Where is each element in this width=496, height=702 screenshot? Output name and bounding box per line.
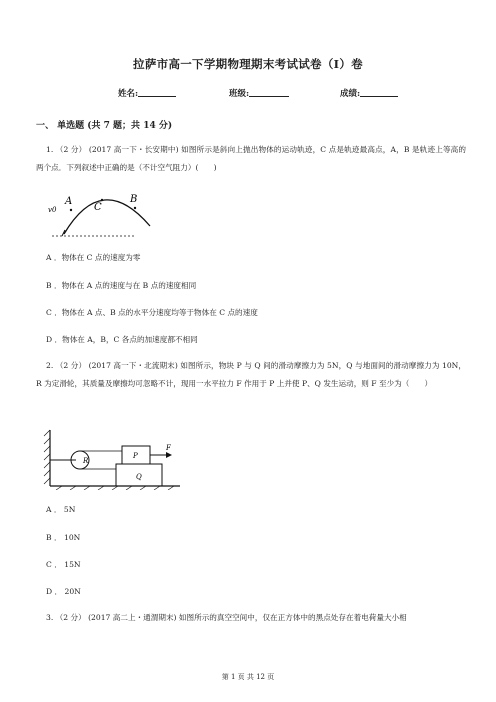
q2-option-a: A ． 5N <box>46 505 76 514</box>
point-a-label: A <box>65 196 73 207</box>
pulley-blocks-figure <box>42 428 182 490</box>
block-q-label: Q <box>136 473 142 481</box>
v0-label: v0 <box>48 206 57 214</box>
question-2-stem: 2. （2 分） (2017 高一下・北流期末) 如图所示，物块 P 与 Q 间的滑动摩擦力为 5N，Q 与地面间的滑动摩擦力为 10N，R 为定滑轮，其质量及摩擦均可忽略不计，现用一水平拉力 F 作用于 P 上并使 P、Q 发生运动，则 F 至少为（ ） <box>36 361 466 388</box>
name-label: 姓名: <box>118 89 139 99</box>
point-c-dot <box>101 199 103 201</box>
q1-option-d: D ．物体在 A，B，C 各点的加速度都不相同 <box>46 335 198 344</box>
point-b-label: B <box>130 194 138 205</box>
point-c-label: C <box>94 202 102 213</box>
page-footer: 第 1 页 共 12 页 <box>221 673 275 681</box>
force-arrow-head <box>166 452 172 458</box>
name-blank <box>138 88 176 97</box>
projectile-trajectory-figure <box>40 186 165 242</box>
ground-hatching <box>56 486 174 490</box>
score-label: 成绩: <box>340 89 361 99</box>
question-1-stem: 1. （2 分） (2017 高一下・长安期中) 如图所示是斜向上抛出物体的运动轨迹，C 点是轨迹最高点，A，B 是轨迹上等高的两个点．下列叙述中正确的是（不计空气阻力）( ) <box>36 145 466 172</box>
point-b-dot <box>134 207 136 209</box>
point-a-dot <box>70 209 72 211</box>
q1-option-c: C ．物体在 A 点、B 点的水平分速度均等于物体在 C 点的速度 <box>46 308 258 317</box>
class-field <box>229 87 289 99</box>
score-blank <box>360 88 398 97</box>
q1-option-b: B ．物体在 A 点的速度与在 B 点的速度相同 <box>46 281 197 290</box>
pulley-r-label: R <box>83 457 89 465</box>
page-title: 拉萨市高一下学期物理期末考试试卷（I）卷 <box>133 57 363 71</box>
wall-hatching <box>44 430 50 484</box>
score-field <box>340 87 398 99</box>
question-3-stem: 3. （2 分） (2017 高二上・通渭期末) 如图所示的真空空间中，仅在正方体中的黑点处存在着电荷量大小相 <box>46 613 407 622</box>
class-label: 班级: <box>229 89 250 99</box>
block-p-label: P <box>133 452 138 460</box>
q1-option-a: A ．物体在 C 点的速度为零 <box>46 253 141 262</box>
q2-option-c: C ． 15N <box>46 560 81 569</box>
q2-option-b: B ． 10N <box>46 533 81 542</box>
name-field <box>118 87 176 99</box>
class-blank <box>249 88 289 97</box>
q2-option-d: D ． 20N <box>46 587 81 596</box>
section-heading: 一、 单选题 (共 7 题；共 14 分) <box>36 121 173 131</box>
force-f-label: F <box>166 444 171 452</box>
